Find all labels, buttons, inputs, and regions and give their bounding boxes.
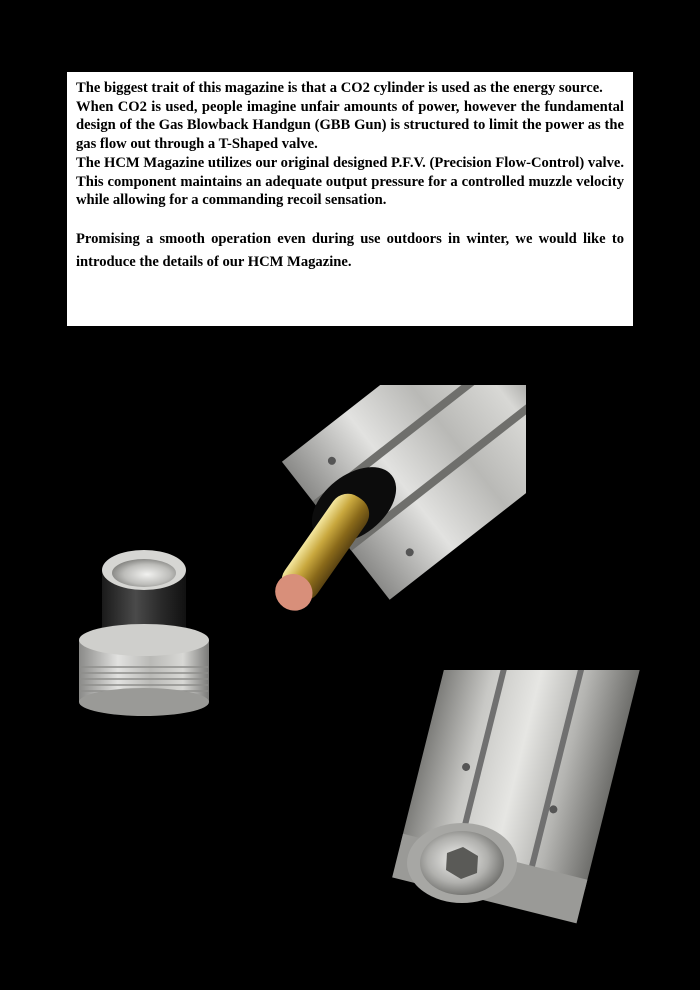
paragraph-introduction: Promising a smooth operation even during use outdoors in winter, we would like to introduce the details of our HCM Magazine. bbox=[76, 230, 624, 270]
paragraph-energy-source: The biggest trait of this magazine is that a CO2 cylinder is used as the energy source. bbox=[76, 80, 603, 96]
paragraph-pfv-valve: The HCM Magazine utilizes our original designed P.F.V. (Precision Flow-Control) valve. This component maintains an adequate output pressure for a controlled muzzle velocity while allowing for a commanding recoil sensation. bbox=[76, 154, 624, 209]
paragraph-power-limit: When CO2 is used, people imagine unfair amounts of power, however the fundamental design of the Gas Blowback Handgun (GBB Gun) is structured to limit the power as the gas flow out through a T-Shaped valve. bbox=[76, 98, 624, 153]
magazine-base-photo bbox=[257, 670, 693, 950]
description-text-box bbox=[67, 72, 633, 326]
hex-screw-base bbox=[407, 823, 517, 903]
